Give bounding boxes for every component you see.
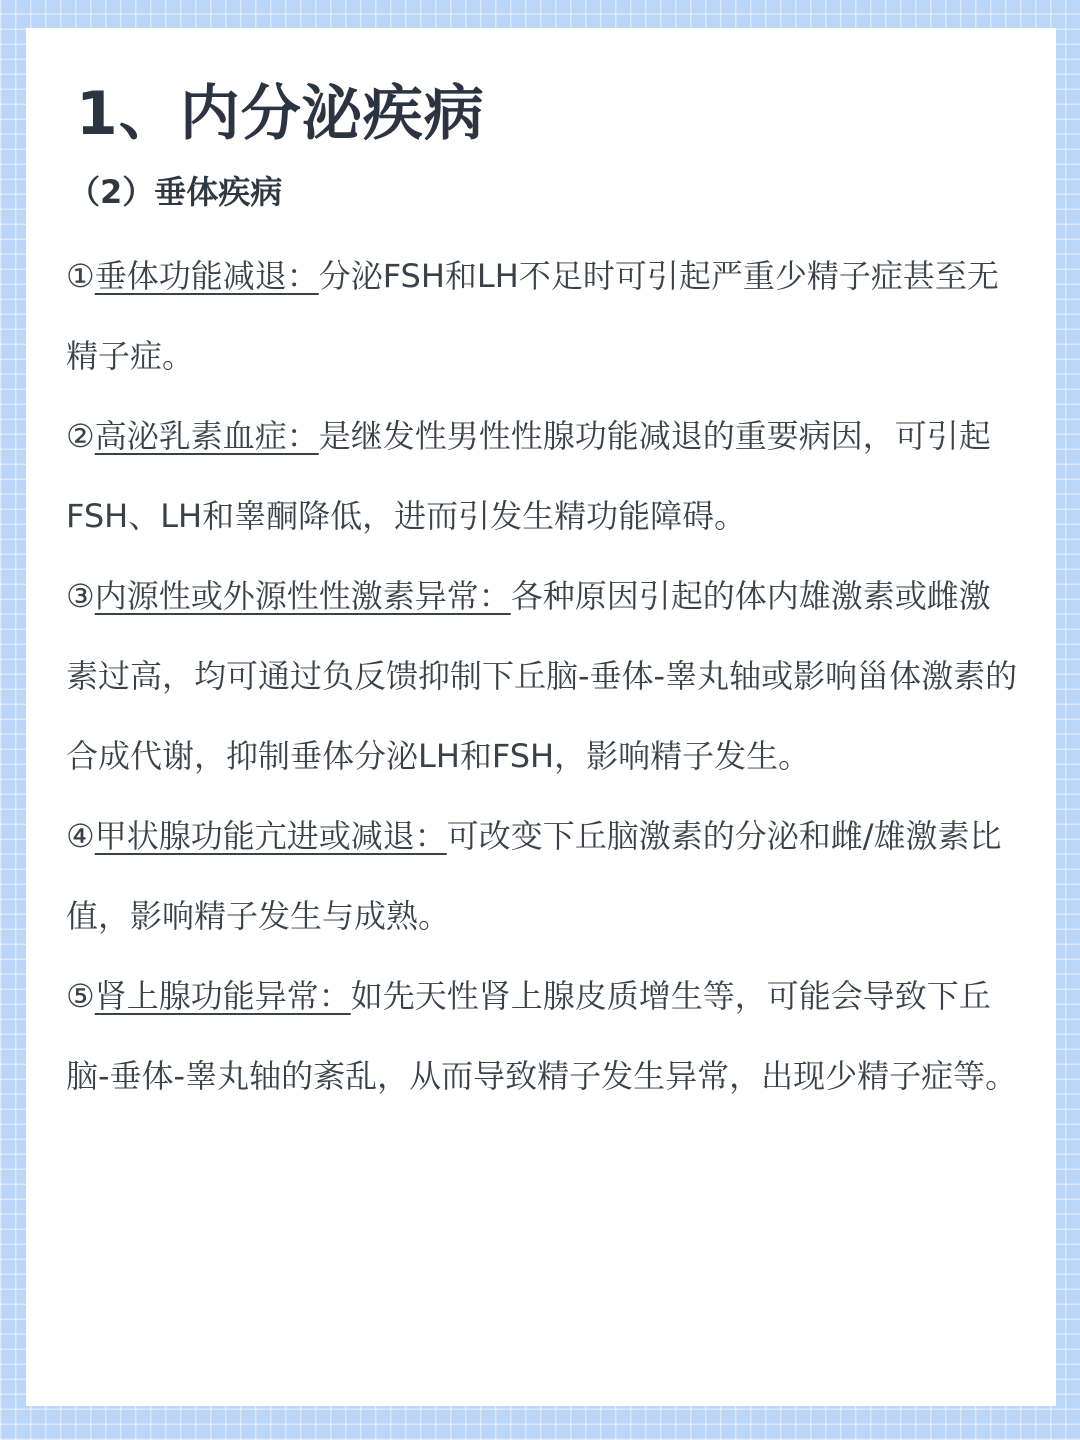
item-body: 可改变下丘脑激素的分泌和雌/雄激素比值，影响精子发生与成熟。 <box>66 817 1002 935</box>
item-lead: 高泌乳素血症： <box>94 417 319 455</box>
item-number: ① <box>66 257 95 295</box>
item-lead: 垂体功能减退： <box>94 257 319 295</box>
list-item <box>66 556 1018 796</box>
item-number: ② <box>66 417 95 455</box>
item-body: 各种原因引起的体内雄激素或雌激素过高，均可通过负反馈抑制下丘脑-垂体-睾丸轴或影响甾体激素的合成代谢，抑制垂体分泌LH和FSH，影响精子发生。 <box>66 577 1018 775</box>
list-item <box>66 956 1018 1116</box>
item-body: 如先天性肾上腺皮质增生等，可能会导致下丘脑-垂体-睾丸轴的紊乱，从而导致精子发生异常，出现少精子症等。 <box>66 977 1018 1095</box>
section-subtitle: （2）垂体疾病 <box>68 173 283 211</box>
item-number: ④ <box>66 817 95 855</box>
list-item <box>66 396 1018 556</box>
item-list <box>66 236 1018 1116</box>
list-item <box>66 796 1018 956</box>
item-lead: 肾上腺功能异常： <box>94 977 351 1015</box>
list-item <box>66 236 1018 396</box>
item-body: 是继发性男性性腺功能减退的重要病因，可引起FSH、LH和睾酮降低，进而引发生精功能障碍。 <box>66 417 991 535</box>
content-card <box>26 28 1056 1406</box>
item-number: ③ <box>66 577 95 615</box>
item-lead: 甲状腺功能亢进或减退： <box>94 817 447 855</box>
item-number: ⑤ <box>66 977 95 1015</box>
page-title: 1、内分泌疾病 <box>76 79 485 149</box>
item-body: 分泌FSH和LH不足时可引起严重少精子症甚至无精子症。 <box>66 257 999 375</box>
item-lead: 内源性或外源性性激素异常： <box>94 577 511 615</box>
